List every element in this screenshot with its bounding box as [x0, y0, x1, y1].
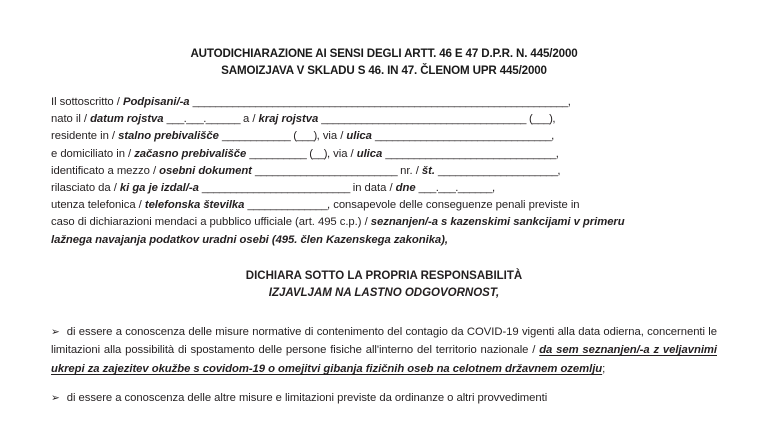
form-line-birth [51, 111, 717, 128]
language-separator: / [83, 113, 87, 126]
field-birthplace[interactable]: ____________________________________ [321, 113, 526, 126]
language-separator: / [415, 164, 419, 177]
declaration-heading [51, 268, 717, 302]
language-separator: / [111, 130, 115, 143]
label-issuer-sl: ki ga je izdal/-a [119, 182, 199, 195]
language-separator: / [113, 182, 117, 195]
penalty-notice-line2 [51, 214, 717, 231]
penalty-notice-it-part2: caso di dichiarazioni mendaci a pubblico ufficiale (art. 495 c.p.) [51, 216, 362, 229]
label-idnumber-sl: št. [421, 164, 435, 177]
form-line-domicile [51, 146, 717, 163]
line4-tail: , [555, 147, 559, 160]
field-residence-street[interactable]: _______________________________ [375, 130, 552, 143]
label-residence-it: residente in [51, 130, 109, 143]
statement-2-italian: di essere a conoscenza delle altre misure e limitazioni previste da ordinanze o altri provvedimenti [66, 391, 548, 404]
language-separator: / [116, 96, 120, 108]
form-line-residence [51, 128, 717, 145]
field-id-document-number[interactable]: _____________________ [438, 164, 558, 177]
label-birthplace-sl: kraj rojstva [258, 113, 319, 126]
label-birthdate-sl: datum rojstva [90, 113, 164, 126]
line1-tail: , [567, 96, 571, 108]
label-undersigned-sl: Podpisani/-a [122, 96, 190, 108]
label-issuedate-it: in data [352, 182, 387, 195]
field-issue-date[interactable]: ___.___.______ [418, 182, 492, 195]
line6-tail: , [491, 182, 496, 195]
label-street-it: via [322, 130, 338, 143]
label-iddoc-it: identificato a mezzo [51, 164, 150, 177]
form-line-id-document [51, 163, 717, 180]
form-line-issuer [51, 180, 717, 197]
field-birthplace-province[interactable]: (___) [528, 113, 553, 126]
label-street-sl: ulica [356, 147, 383, 160]
statement-1-italian: di essere a conoscenza delle misure normative di contenimento del contagio da COVID-19 vigenti alla data odierna, concernenti le limitazioni alla possibilità di spostamento delle persone fisiche all'interno del territorio nazionale [51, 325, 717, 357]
language-separator: / [152, 164, 157, 177]
line4-comma: , [326, 147, 331, 160]
field-id-document-type[interactable]: _________________________ [255, 164, 398, 177]
arrowhead-bullet-icon: ➢ [51, 325, 60, 338]
label-phone-it: utenza telefonica [51, 199, 136, 212]
document-title-slovenian: SAMOIZJAVA V SKLADU S 46. IN 47. ČLENOM UPR 445/2000 [221, 63, 547, 77]
field-issuer[interactable]: __________________________ [201, 182, 350, 195]
field-domicile-city[interactable]: __________ [249, 147, 307, 160]
language-separator: / [350, 147, 354, 160]
language-separator: / [252, 113, 256, 126]
form-line-phone [51, 197, 717, 214]
language-separator: / [340, 130, 344, 143]
label-birthplace-it: a [242, 113, 250, 126]
penalty-notice-sl-part2: lažnega navajanja podatkov uradni osebi (495. člen Kazenskega zakonika), [51, 233, 448, 246]
label-phone-sl: telefonska številka [144, 199, 245, 212]
statement-1-tail: ; [602, 363, 606, 376]
label-street-it: via [333, 147, 348, 160]
list-item [51, 389, 717, 408]
line2-tail: , [552, 113, 556, 126]
field-domicile-street[interactable]: ______________________________ [385, 147, 556, 160]
field-residence-city[interactable]: ____________ [221, 130, 291, 143]
language-separator: / [532, 344, 536, 357]
language-separator: / [389, 182, 393, 195]
document-title-italian: AUTODICHIARAZIONE AI SENSI DEGLI ARTT. 46 E 47 D.P.R. N. 445/2000 [190, 47, 578, 60]
declarant-form-fields [51, 94, 717, 249]
field-birthdate[interactable]: ___.___.______ [166, 113, 240, 126]
label-undersigned-it: Il sottoscritto [51, 96, 114, 108]
declaration-statements-list [51, 323, 717, 407]
list-item [51, 323, 717, 379]
field-undersigned-name[interactable]: __________________________________________________________________ [192, 96, 568, 108]
label-street-sl: ulica [346, 130, 372, 143]
declaration-heading-slovenian: IZJAVLJAM NA LASTNO ODGOVORNOST, [268, 286, 500, 299]
label-issuer-it: rilasciato da [51, 182, 111, 195]
language-separator: / [128, 147, 132, 160]
penalty-notice-line3 [51, 232, 717, 249]
declaration-heading-italian: DICHIARA SOTTO LA PROPRIA RESPONSABILITÀ [245, 269, 523, 282]
penalty-notice-sl-part1: seznanjen/-a s kazenskimi sankcijami v primeru [370, 216, 625, 229]
label-idnumber-it: nr. [400, 164, 413, 177]
arrowhead-bullet-icon: ➢ [51, 391, 60, 404]
label-issuedate-sl: dne [395, 182, 416, 195]
label-birthdate-it: nato il [51, 113, 81, 126]
line3-tail: , [551, 130, 555, 143]
language-separator: / [138, 199, 142, 212]
label-domicile-sl: začasno prebivališče [134, 147, 247, 160]
statement-1-slovenian: da sem seznanjen/-a z veljavnimi ukrepi za zajezitev okužbe s covidom-19 o omejitvi gibanja fizičnih oseb na celotnem državnem ozemlju [51, 344, 717, 376]
line5-tail: , [557, 164, 561, 177]
language-separator: / [364, 216, 368, 229]
field-residence-province[interactable]: (___) [293, 130, 317, 143]
line3-comma: , [316, 130, 320, 143]
label-domicile-it: e domiciliato in [51, 147, 125, 160]
field-domicile-province[interactable]: (__) [309, 147, 327, 160]
penalty-notice-it-part1: , consapevole delle conseguenze penali previste in [327, 199, 580, 212]
form-line-undersigned [51, 94, 717, 111]
field-phone-number[interactable]: ______________ [247, 199, 328, 212]
label-residence-sl: stalno prebivališče [118, 130, 219, 143]
label-iddoc-sl: osebni dokument [159, 164, 252, 177]
